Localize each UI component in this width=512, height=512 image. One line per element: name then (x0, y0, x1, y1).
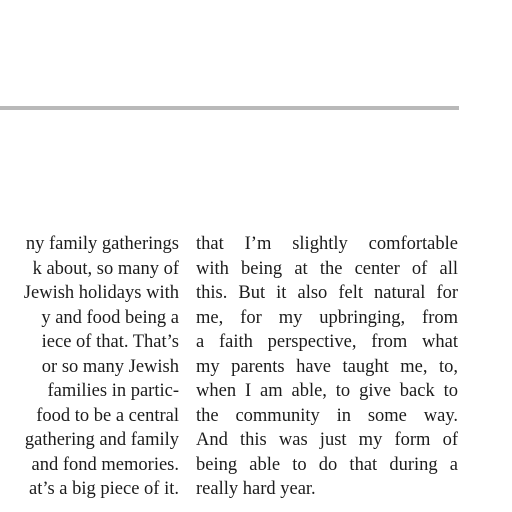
text-line: ny family gatherings (25, 234, 179, 254)
text-line: And this was just my form of (196, 430, 458, 450)
text-line: a faith perspective, from what (196, 332, 458, 352)
right-text-column (196, 232, 458, 502)
text-line: and fond memories. (31, 454, 179, 475)
text-line: or so many Jewish (41, 356, 179, 377)
text-line: really hard year. (196, 479, 316, 499)
text-line: with being at the center of all (196, 258, 458, 279)
text-line: at’s a big piece of it. (28, 479, 179, 499)
text-line: food to be a central (36, 405, 179, 426)
section-divider-rule (0, 106, 459, 110)
text-line: my parents have taught me, to, (196, 356, 458, 377)
text-line: gathering and family (24, 430, 179, 450)
left-text-column (0, 232, 179, 502)
text-line: y and food being a (41, 307, 179, 328)
text-line: when I am able, to give back to (196, 381, 458, 401)
text-line: iece of that. That’s (41, 332, 179, 352)
text-line: me, for my upbringing, from (196, 307, 458, 328)
text-line: this. But it also felt natural for (196, 283, 458, 303)
text-line: being able to do that during a (196, 454, 458, 475)
text-line: Jewish holidays with (23, 283, 179, 303)
text-line: families in partic- (47, 381, 179, 401)
text-line: that I’m slightly comfortable (196, 234, 458, 254)
text-line: the community in some way. (196, 405, 458, 426)
text-line: k about, so many of (32, 258, 179, 279)
